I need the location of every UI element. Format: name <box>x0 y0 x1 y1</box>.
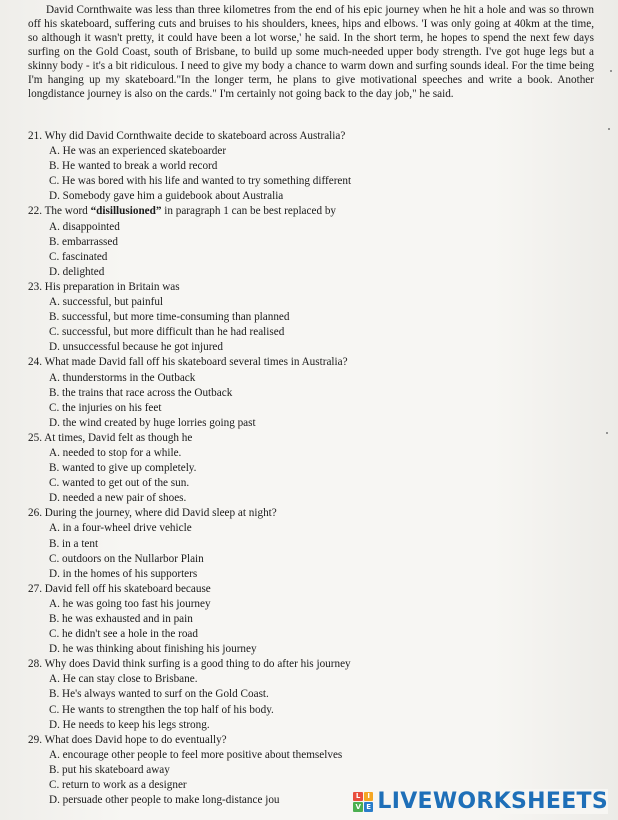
option-d[interactable]: D. unsuccessful because he got injured <box>49 341 223 354</box>
question-26 <box>28 506 588 581</box>
scan-speck <box>610 70 612 72</box>
option-c[interactable]: C. he didn't see a hole in the road <box>49 628 198 641</box>
option-b[interactable]: B. He wanted to break a world record <box>49 160 218 173</box>
question-stem: 26. During the journey, where did David sleep at night? <box>28 507 277 520</box>
question-23 <box>28 280 588 355</box>
option-b[interactable]: B. embarrassed <box>49 235 118 248</box>
option-d[interactable]: D. delighted <box>49 265 105 278</box>
logo-mark-cell: I <box>364 792 374 802</box>
question-27 <box>28 582 588 657</box>
logo-mark-cell: E <box>364 802 374 812</box>
logo-mark-cell: L <box>353 792 363 802</box>
question-stem: 21. Why did David Cornthwaite decide to skateboard across Australia? <box>28 130 346 142</box>
option-a[interactable]: A. He was an experienced skateboarder <box>49 145 227 158</box>
option-a[interactable]: A. successful, but painful <box>49 296 164 309</box>
option-b[interactable]: B. He's always wanted to surf on the Gold Coast. <box>49 688 269 701</box>
option-c[interactable]: C. successful, but more difficult than he had realised <box>49 326 285 339</box>
question-stem: 23. His preparation in Britain was <box>28 280 180 293</box>
option-d[interactable]: D. persuade other people to make long-distance jou <box>49 794 280 807</box>
option-c[interactable]: C. the injuries on his feet <box>49 401 162 414</box>
option-a[interactable]: A. needed to stop for a while. <box>49 446 182 459</box>
option-c[interactable]: C. outdoors on the Nullarbor Plain <box>49 552 204 565</box>
option-d[interactable]: D. needed a new pair of shoes. <box>49 492 187 505</box>
option-a[interactable]: A. disappointed <box>49 220 120 233</box>
question-28 <box>28 657 588 732</box>
reading-passage: David Cornthwaite was less than three kilometres from the end of his epic journey when he hit a hole and was so thrown off his skateboard, suffering cuts and bruises to his shoulders, knees, hips and elbows. 'I was only going at 40km at the time, so although it wasn't pretty, it could have been a lot worse,' he said. In the short term, he hopes to spend the next few days surfing on the Gold Coast, south of Brisbane, to build up some much-needed upper body strength. I've got huge legs but a skinny body - it's a bit ridiculous. I need to give my body a chance to warm down and surfing sounds ideal. For the time being I'm hanging up my skateboard."In the longer term, he plans to give motivational speeches and write a book. Another longdistance journey is also on the cards." I'm certainly not going back to the day job," he said. <box>28 4 594 100</box>
question-list <box>28 129 588 808</box>
option-b[interactable]: B. he was exhausted and in pain <box>49 613 193 625</box>
option-a[interactable]: A. He can stay close to Brisbane. <box>49 673 198 686</box>
option-d[interactable]: D. He needs to keep his legs strong. <box>49 718 210 731</box>
option-b[interactable]: B. put his skateboard away <box>49 763 170 776</box>
scan-speck <box>608 128 610 130</box>
option-a[interactable]: A. in a four-wheel drive vehicle <box>49 522 192 535</box>
option-b[interactable]: B. wanted to give up completely. <box>49 462 197 475</box>
option-b[interactable]: B. the trains that race across the Outback <box>49 386 233 399</box>
question-stem <box>28 204 588 219</box>
option-b[interactable]: B. successful, but more time-consuming than planned <box>49 311 290 324</box>
logo-text: LIVEWORKSHEETS <box>377 789 608 814</box>
option-c[interactable]: C. He wants to strengthen the top half of his body. <box>49 703 274 716</box>
question-25 <box>28 431 588 506</box>
option-a[interactable]: A. thunderstorms in the Outback <box>49 371 196 384</box>
option-d[interactable]: D. Somebody gave him a guidebook about Australia <box>49 190 284 203</box>
option-d[interactable]: D. the wind created by huge lorries going past <box>49 416 256 429</box>
option-a[interactable]: A. encourage other people to feel more positive about themselves <box>49 748 343 761</box>
stem-prefix: 22. The word <box>28 205 91 218</box>
logo-mark-cell: V <box>353 802 363 812</box>
question-stem: 27. David fell off his skateboard because <box>28 582 211 595</box>
question-stem: 25. At times, David felt as though he <box>28 431 193 444</box>
option-d[interactable]: D. in the homes of his supporters <box>49 567 198 580</box>
keyword: “disillusioned” <box>90 205 162 218</box>
question-stem: 29. What does David hope to do eventually? <box>28 733 227 746</box>
question-24 <box>28 355 588 430</box>
question-21 <box>28 129 588 204</box>
question-stem: 24. What made David fall off his skateboard several times in Australia? <box>28 356 348 369</box>
option-c[interactable]: C. return to work as a designer <box>49 779 187 792</box>
option-c[interactable]: C. He was bored with his life and wanted to try something different <box>49 175 352 188</box>
stem-suffix: in paragraph 1 can be best replaced by <box>161 205 337 218</box>
liveworksheets-logo[interactable] <box>353 789 608 814</box>
question-stem: 28. Why does David think surfing is a good thing to do after his journey <box>28 658 351 671</box>
question-22 <box>28 204 588 279</box>
option-a[interactable]: A. he was going too fast his journey <box>49 597 211 610</box>
logo-mark-icon <box>353 792 373 812</box>
option-b[interactable]: B. in a tent <box>49 537 99 550</box>
scan-speck <box>606 432 608 434</box>
option-d[interactable]: D. he was thinking about finishing his journey <box>49 643 257 656</box>
option-c[interactable]: C. fascinated <box>49 250 108 263</box>
option-c[interactable]: C. wanted to get out of the sun. <box>49 477 190 490</box>
